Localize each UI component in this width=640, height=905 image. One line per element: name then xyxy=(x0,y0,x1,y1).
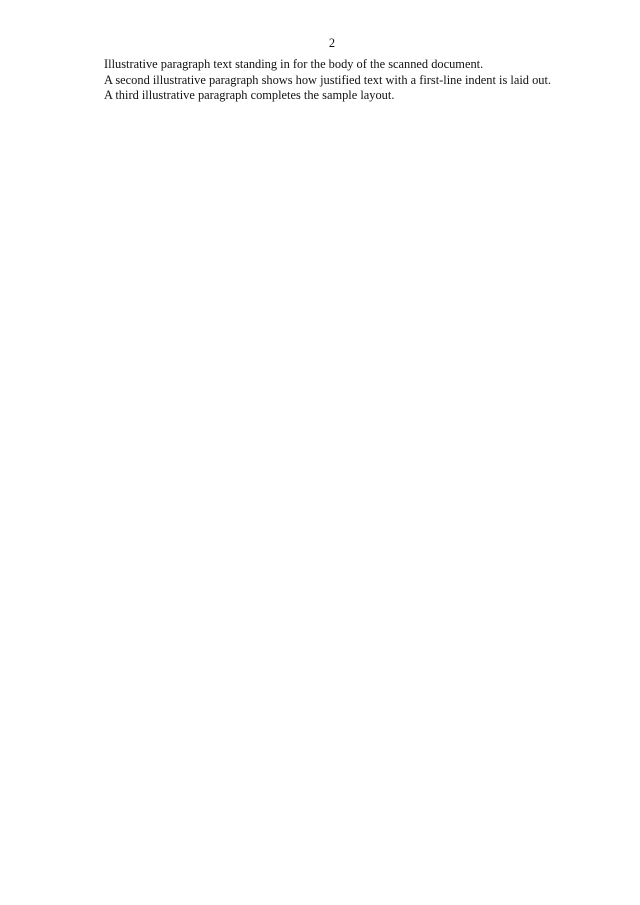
paragraph-3: A third illustrative paragraph completes the sample layout. xyxy=(104,88,395,103)
document-page xyxy=(72,36,592,104)
page-number: 2 xyxy=(328,36,336,50)
paragraph-2: A second illustrative paragraph shows how justified text with a first-line indent is laid out. xyxy=(104,72,552,87)
document-body xyxy=(72,57,592,103)
paragraph-1: Illustrative paragraph text standing in for the body of the scanned document. xyxy=(104,57,484,72)
